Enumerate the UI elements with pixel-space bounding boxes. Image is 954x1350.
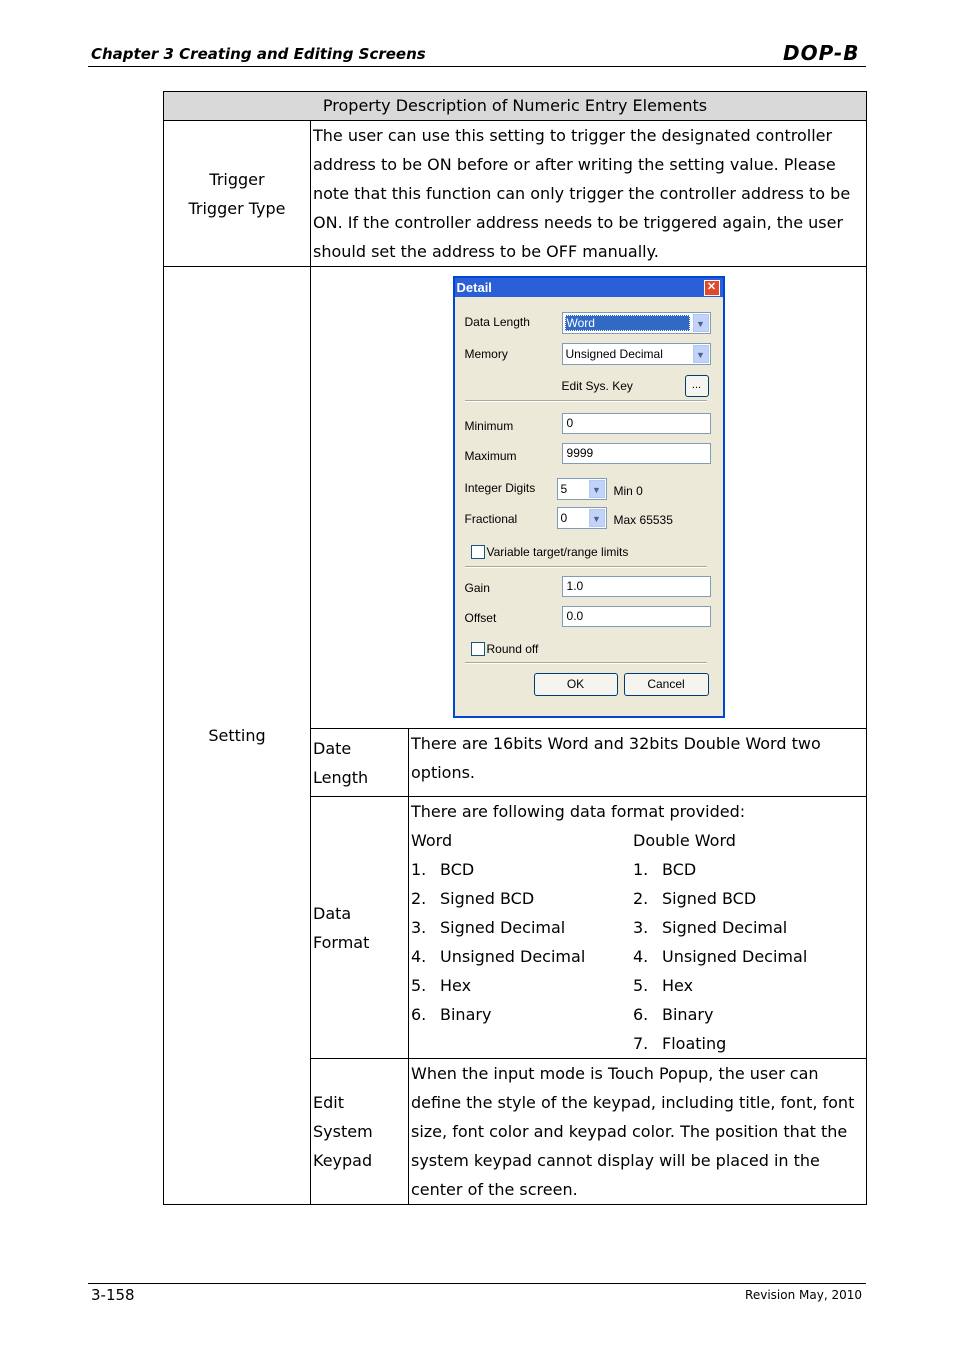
gain-label: Gain xyxy=(464,581,490,595)
date-length-label-cell xyxy=(311,729,409,797)
list-item xyxy=(633,884,855,913)
list-item-text: Hex xyxy=(440,976,472,995)
data-length-label: Data Length xyxy=(464,315,530,329)
setting-label: Setting xyxy=(164,267,311,1205)
minimum-input[interactable]: 0 xyxy=(562,413,711,434)
list-item xyxy=(411,1000,633,1029)
list-item-number: 1. xyxy=(411,860,427,879)
list-item-number: 3. xyxy=(411,918,427,937)
memory-value: Unsigned Decimal xyxy=(565,347,663,361)
variable-limits-checkbox[interactable] xyxy=(471,545,485,559)
word-format-list xyxy=(411,855,633,1029)
list-item-text: BCD xyxy=(440,860,475,879)
minimum-label: Minimum xyxy=(464,419,514,433)
date-length-label-2: Length xyxy=(313,767,369,787)
list-item xyxy=(411,855,633,884)
dialog-cell xyxy=(311,267,867,729)
edit-keypad-label-2: Keypad xyxy=(313,1151,373,1170)
list-item xyxy=(633,1029,855,1058)
table-title: Property Description of Numeric Entry Elements xyxy=(164,92,867,121)
integer-min-text: Min 0 xyxy=(613,484,643,498)
list-item-number: 1. xyxy=(633,860,649,879)
round-off-label: Round off xyxy=(486,642,539,656)
integer-digits-label: Integer Digits xyxy=(464,481,536,495)
list-item-text: Signed Decimal xyxy=(440,918,566,937)
trigger-label-cell xyxy=(164,121,311,267)
list-item-text: Floating xyxy=(662,1034,727,1053)
ok-button[interactable]: OK xyxy=(534,673,618,696)
offset-input[interactable]: 0.0 xyxy=(562,606,711,627)
list-item-number: 5. xyxy=(633,976,649,995)
list-item-number: 5. xyxy=(411,976,427,995)
data-length-select[interactable] xyxy=(562,312,711,334)
data-length-value: Word xyxy=(565,315,690,331)
double-word-heading: Double Word xyxy=(633,831,736,850)
close-icon[interactable]: ✕ xyxy=(704,280,720,296)
chevron-down-icon[interactable]: ▼ xyxy=(693,314,709,332)
list-item-text: Unsigned Decimal xyxy=(662,947,808,966)
header-divider xyxy=(88,66,866,67)
memory-select[interactable] xyxy=(562,343,711,365)
list-item-number: 3. xyxy=(633,918,649,937)
list-item xyxy=(633,971,855,1000)
trigger-label: Trigger xyxy=(209,169,265,189)
offset-label: Offset xyxy=(464,611,497,625)
integer-digits-value: 5 xyxy=(560,482,568,496)
dialog-separator xyxy=(465,662,707,664)
dialog-title: Detail xyxy=(456,280,492,295)
list-item-text: Signed BCD xyxy=(440,889,535,908)
list-item-number: 6. xyxy=(411,1005,427,1024)
data-format-label: Data xyxy=(313,903,352,923)
fractional-label: Fractional xyxy=(464,512,518,526)
data-format-label-2: Format xyxy=(313,932,370,952)
list-item-text: Binary xyxy=(440,1005,492,1024)
dialog-separator xyxy=(465,400,707,402)
memory-label: Memory xyxy=(464,347,508,361)
list-item-text: Binary xyxy=(662,1005,714,1024)
date-length-description: There are 16bits Word and 32bits Double Word two options. xyxy=(409,729,867,797)
list-item-number: 7. xyxy=(633,1034,649,1053)
list-item-text: Hex xyxy=(662,976,694,995)
integer-digits-select[interactable] xyxy=(557,478,607,500)
list-item xyxy=(633,913,855,942)
revision-date: Revision May, 2010 xyxy=(745,1288,862,1302)
data-format-intro: There are following data format provided: xyxy=(411,802,746,821)
detail-dialog xyxy=(453,276,725,718)
list-item-number: 4. xyxy=(633,947,649,966)
trigger-description: The user can use this setting to trigger the designated controller address to be ON before or after writing the setting value. Please note that this function can only trigger the controller address to be ON. If the controller address needs to be triggered again, the user should set the address to be OFF manually. xyxy=(311,121,867,267)
edit-keypad-label: Edit System xyxy=(313,1093,373,1141)
edit-sys-key-button[interactable]: ... xyxy=(685,375,709,397)
maximum-label: Maximum xyxy=(464,449,517,463)
dialog-title-bar xyxy=(455,278,723,297)
chevron-down-icon[interactable]: ▼ xyxy=(589,480,605,498)
round-off-checkbox[interactable] xyxy=(471,642,485,656)
double-word-format-column xyxy=(633,826,855,1058)
list-item-text: BCD xyxy=(662,860,697,879)
word-heading: Word xyxy=(411,831,453,850)
gain-input[interactable]: 1.0 xyxy=(562,576,711,597)
variable-limits-label: Variable target/range limits xyxy=(486,545,629,559)
data-format-cell xyxy=(409,797,867,1059)
list-item-number: 2. xyxy=(633,889,649,908)
chevron-down-icon[interactable]: ▼ xyxy=(693,345,709,363)
list-item-number: 2. xyxy=(411,889,427,908)
data-format-label-cell xyxy=(311,797,409,1059)
edit-keypad-label-cell xyxy=(311,1059,409,1205)
list-item xyxy=(633,1000,855,1029)
edit-sys-key-label: Edit Sys. Key xyxy=(561,379,633,393)
dialog-separator xyxy=(465,566,707,568)
page-number: 3-158 xyxy=(91,1286,135,1304)
list-item-text: Signed BCD xyxy=(662,889,757,908)
word-format-column xyxy=(411,826,633,1058)
double-word-format-list xyxy=(633,855,855,1058)
fractional-value: 0 xyxy=(560,511,568,525)
property-table xyxy=(163,91,867,1205)
list-item-text: Unsigned Decimal xyxy=(440,947,586,966)
list-item-number: 6. xyxy=(633,1005,649,1024)
footer-divider xyxy=(88,1283,866,1284)
date-length-label: Date xyxy=(313,738,352,758)
chapter-title: Chapter 3 Creating and Editing Screens xyxy=(91,45,426,63)
list-item xyxy=(633,942,855,971)
edit-keypad-description: When the input mode is Touch Popup, the user can define the style of the keypad, including title, font, font size, font color and keypad color. The position that the system keypad cannot display will be placed in the center of the screen. xyxy=(409,1059,867,1205)
dop-b-logo: DOP-B xyxy=(783,41,860,65)
fractional-select[interactable] xyxy=(557,507,607,529)
cancel-button[interactable]: Cancel xyxy=(624,673,709,696)
maximum-input[interactable]: 9999 xyxy=(562,443,711,464)
list-item xyxy=(411,971,633,1000)
chevron-down-icon[interactable]: ▼ xyxy=(589,509,605,527)
list-item xyxy=(411,884,633,913)
list-item-number: 4. xyxy=(411,947,427,966)
list-item xyxy=(633,855,855,884)
list-item-text: Signed Decimal xyxy=(662,918,788,937)
trigger-type-label: Trigger Type xyxy=(188,198,286,218)
list-item xyxy=(411,942,633,971)
fractional-max-text: Max 65535 xyxy=(613,513,673,527)
list-item xyxy=(411,913,633,942)
